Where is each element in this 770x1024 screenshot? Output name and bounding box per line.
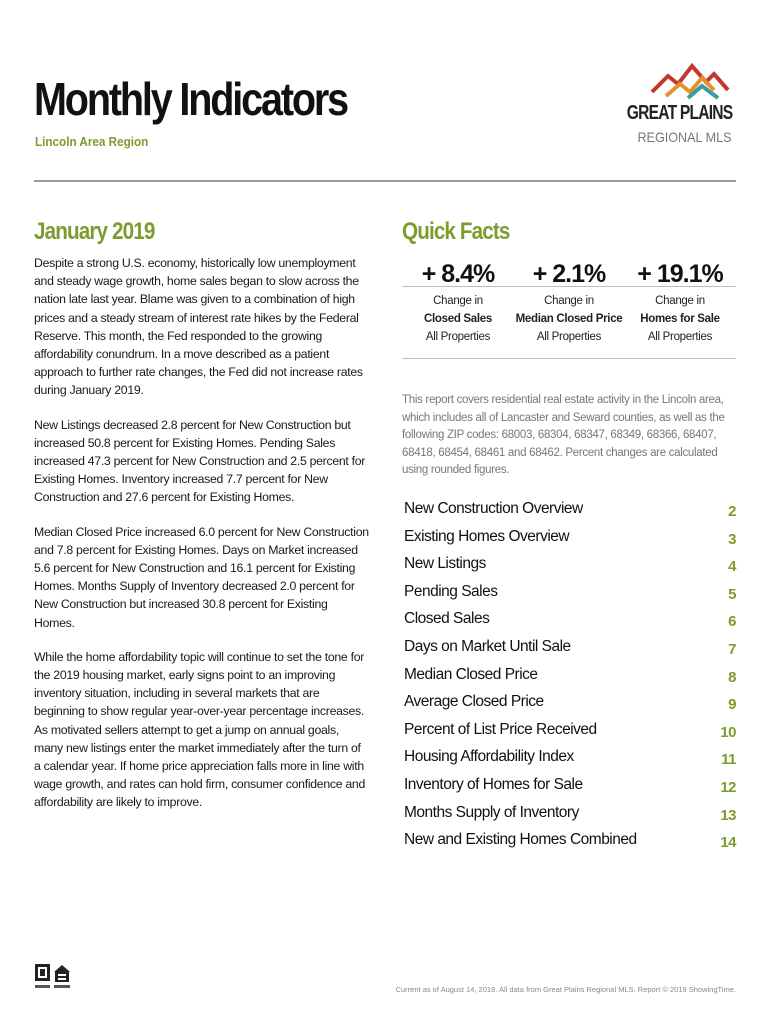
toc-page-number: 9	[728, 696, 736, 714]
quick-fact-value: + 19.1%	[637, 260, 723, 288]
toc-label: Months Supply of Inventory	[404, 803, 579, 821]
quick-fact-line1: Change in	[544, 295, 594, 307]
toc-item[interactable]	[404, 610, 736, 638]
realtor-icon	[35, 964, 50, 988]
logo-name: GREAT PLAINS	[626, 102, 732, 124]
region-subtitle: Lincoln Area Region	[35, 134, 149, 149]
toc-item[interactable]	[404, 555, 736, 583]
toc-item[interactable]	[404, 638, 736, 666]
toc-item[interactable]	[404, 583, 736, 611]
equal-housing-icon	[54, 965, 70, 988]
toc-page-number: 4	[728, 558, 736, 576]
toc-label: Inventory of Homes for Sale	[404, 775, 583, 793]
report-month: January 2019	[34, 218, 155, 245]
toc-label: Average Closed Price	[404, 693, 544, 711]
toc-page-number: 3	[728, 530, 736, 548]
toc-page-number: 7	[728, 640, 736, 658]
quick-fact-scope: All Properties	[425, 331, 491, 343]
toc-label: Median Closed Price	[404, 665, 538, 683]
quick-fact-median-price	[513, 256, 625, 346]
toc-label: New Construction Overview	[404, 500, 583, 517]
quick-fact-closed-sales	[402, 256, 514, 346]
quick-fact-metric: Median Closed Price	[515, 313, 623, 325]
paragraph: Despite a strong U.S. economy, historically low unemployment and steady wage growth, home sales began to slow across the nation late last year. Blame was given to a combination of high prices and a steady stream of interest rate hikes by the Federal Reserve. This month, the Fed responded to the growing affordability conundrum. In a move described as a patient approach to further rate changes, the Fed did not increase rates during January 2019.	[34, 256, 363, 398]
toc-page-number: 14	[720, 834, 736, 852]
toc-label: Days on Market Until Sale	[404, 637, 571, 655]
logo-subtitle: REGIONAL MLS	[637, 129, 732, 145]
toc-item[interactable]	[404, 666, 736, 694]
report-coverage-description: This report covers residential real estate activity in the Lincoln area, which includes all of Lancaster and Seward counties, as well as the following ZIP codes: 68003, 68304, 68347, 68349, 68366, 68407, 68418, 68454, 68461 and 68462. Percent changes are calculated using rounded figures.	[402, 394, 725, 476]
quick-fact-value: + 8.4%	[421, 260, 495, 288]
toc-page-number: 10	[720, 723, 736, 741]
toc-label: Housing Affordability Index	[404, 748, 574, 766]
report-body	[34, 254, 369, 828]
toc-page-number: 6	[728, 613, 736, 631]
paragraph: Median Closed Price increased 6.0 percent for New Construction and 7.8 percent for Existing Homes. Days on Market increased 5.6 percent for New Construction and 16.1 percent for Existing Homes. Months Supply of Inventory decreased 2.0 percent for New Construction but increased 30.8 percent for Existing Homes.	[34, 524, 369, 630]
toc-page-number: 8	[728, 668, 736, 686]
header-divider	[34, 180, 736, 182]
quick-facts-heading: Quick Facts	[402, 218, 510, 245]
quick-fact-scope: All Properties	[536, 331, 602, 343]
toc-label: New and Existing Homes Combined	[404, 831, 637, 849]
table-of-contents	[404, 500, 736, 859]
quick-fact-metric: Closed Sales	[424, 313, 492, 325]
quick-fact-scope: All Properties	[647, 331, 713, 343]
quick-facts-panel	[402, 256, 736, 359]
toc-label: Percent of List Price Received	[404, 720, 597, 738]
quick-fact-line1: Change in	[655, 295, 705, 307]
page-title: Monthly Indicators	[34, 73, 347, 125]
toc-item[interactable]	[404, 721, 736, 749]
paragraph: While the home affordability topic will continue to set the tone for the 2019 housing market, early signs point to an improving inventory situation, including in several markets that are beginning to show regular year-over-year percentage increases. As motivated sellers attempt to get a jump on annual goals, many new listings enter the market immediately after the turn of a calendar year. If home price appreciation falls more in line with wage growth, and rates can hold firm, consumer confidence and affordability are likely to improve.	[34, 649, 365, 810]
toc-label: New Listings	[404, 555, 486, 573]
quick-fact-homes-for-sale	[624, 256, 736, 346]
toc-page-number: 11	[721, 751, 736, 769]
mountain-logo-icon	[648, 62, 732, 102]
toc-item[interactable]	[404, 528, 736, 556]
toc-item[interactable]	[404, 693, 736, 721]
toc-item[interactable]	[404, 804, 736, 832]
toc-label: Pending Sales	[404, 582, 498, 600]
toc-item[interactable]	[404, 831, 736, 859]
toc-page-number: 5	[728, 585, 736, 603]
toc-item[interactable]	[404, 748, 736, 776]
toc-page-number: 13	[720, 806, 736, 824]
toc-page-number: 12	[720, 778, 736, 796]
quick-fact-value: + 2.1%	[532, 260, 606, 288]
toc-page-number: 2	[728, 503, 736, 520]
toc-label: Closed Sales	[404, 610, 490, 628]
toc-label: Existing Homes Overview	[404, 527, 570, 545]
quick-fact-line1: Change in	[433, 295, 483, 307]
footer-logos	[34, 962, 74, 994]
toc-item[interactable]	[404, 776, 736, 804]
quick-fact-metric: Homes for Sale	[640, 313, 720, 325]
footer-note: Current as of August 14, 2019. All data from Great Plains Regional MLS. Report © 2019 ShowingTime.	[395, 985, 736, 994]
toc-item[interactable]	[404, 500, 736, 528]
paragraph: New Listings decreased 2.8 percent for New Construction but increased 50.8 percent for Existing Homes. Pending Sales increased 47.3 percent for New Construction and 2.5 percent for Existing Homes. Inventory increased 7.7 percent for New Construction and 27.6 percent for Existing Homes.	[34, 417, 366, 505]
great-plains-logo	[626, 62, 740, 152]
